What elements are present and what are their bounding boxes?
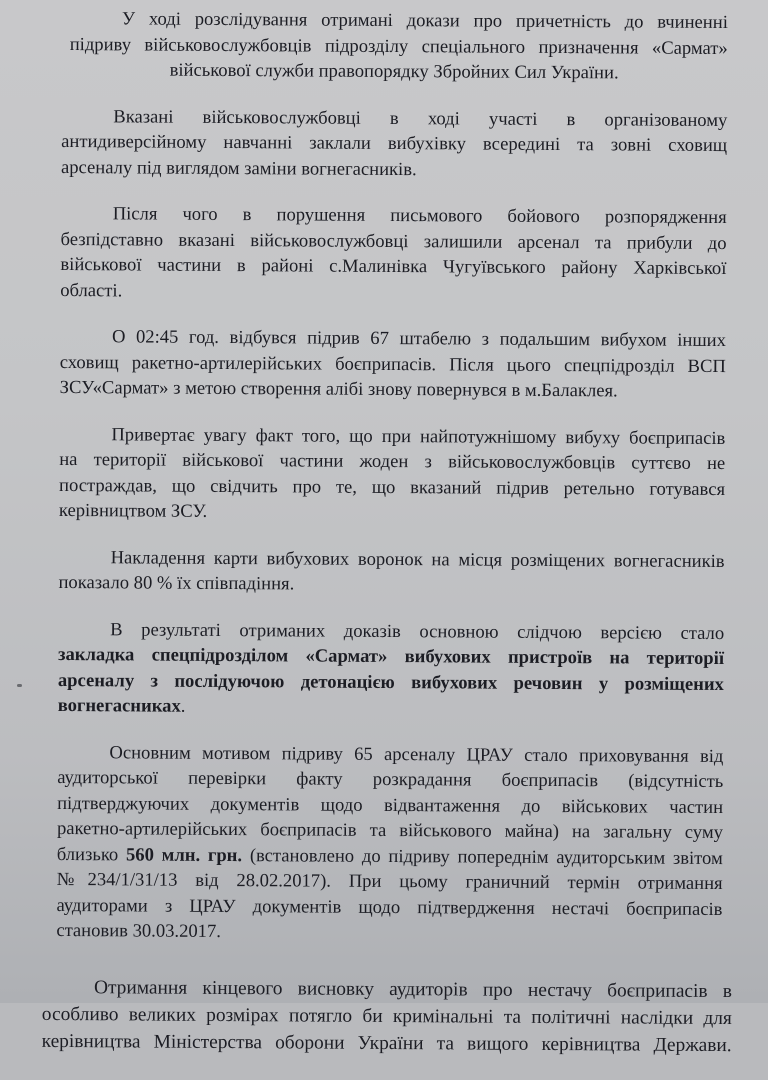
document-body [41, 6, 733, 1080]
punch-mark [17, 684, 22, 687]
text-line: О 02:45 год. відбувся підрив 67 штабелю з подальшим вибухом інших [111, 326, 727, 352]
text-line: антидиверсійному навчанні заклали вибухівку всередині та зовні сховищ [61, 130, 728, 157]
text-line: аудиторської перевірки факту розкрадання боєприпасів (відсутність [57, 766, 724, 793]
text-fragment: (встановлено до підриву попереднім аудиторським звітом [242, 844, 723, 869]
bold-text-line: закладка спецпідрозділом «Сармат» вибухових пристроїв на території [57, 643, 725, 670]
bold-amount: 560 млн. грн. [125, 843, 243, 866]
paragraph-8 [56, 739, 723, 947]
bold-text-line: арсеналу з послідуючою детонацією вибухових речовин у розміщених [57, 669, 724, 695]
text-line: підтверджуючих документів щодо відвантаження до військових частин [57, 792, 724, 818]
text-line: області. [60, 279, 123, 301]
text-line: Отримання кінцевого висновку аудиторів про нестачу боєприпасів в [93, 976, 733, 1002]
text-line: на території військової частини жоден з військовослужбовців суттєво не [59, 448, 726, 475]
text-line: аудиторами з ЦРАУ документів щодо підтвердження нестачі боєприпасів [56, 894, 723, 920]
paragraph-2 [61, 103, 727, 184]
paragraph-4 [60, 324, 726, 405]
paragraph-7 [58, 616, 725, 722]
text-line: показало 80 % їх співпадіння. [58, 571, 295, 595]
punctuation: . [180, 695, 186, 717]
text-line: постраждав, що свідчить про те, що вказаний підрив ретельно готувався [59, 474, 726, 500]
text-line: Основним мотивом підриву 65 арсеналу ЦРАУ стало приховування від [109, 741, 724, 767]
text-line: сховищ ракетно-артилерійських боєприпасів. Після цього спецпідрозділ ВСП [59, 351, 726, 377]
text-line: В результаті отриманих доказів основною слідчою версією стало [110, 618, 725, 644]
paragraph-3 [60, 201, 727, 307]
paragraph-6 [58, 544, 724, 599]
text-line: ракетно-артилерійських боєприпасів та військового майна) на загальну суму [56, 817, 724, 844]
paragraph-1 [70, 6, 728, 87]
text-line-mixed [58, 693, 724, 723]
text-line: особливо великих розмірах потягло би кримінальні та політичні наслідки для [41, 1003, 732, 1029]
paragraph-5 [59, 421, 726, 527]
text-line: Після чого в порушення письмового бойового розпорядження [112, 203, 727, 229]
text-line: підриву військовослужбовців підрозділу спеціального призначення «Сармат» [69, 33, 728, 59]
text-line: військової частини в районі с.Малинівка Чугуївського району Харківської [60, 253, 727, 280]
bold-text: вогнегасниках [57, 694, 181, 717]
text-line: Вказані військовослужбовці в ході участі в організованому [113, 105, 728, 131]
paragraph-9 [42, 973, 732, 1058]
text-line: безпідставно вказані військовослужбовці залишили арсенал та прибули до [60, 228, 727, 254]
text-line: військової служби правопорядку Збройних Сил України. [169, 59, 619, 84]
text-fragment: близько [56, 843, 127, 865]
text-line: Накладення карти вибухових воронок на місця розміщених вогнегасників [110, 546, 725, 572]
text-line: керівництва Міністерства оборони України та вищого керівництва Держави. [41, 1030, 732, 1056]
text-line: керівництвом ЗСУ. [58, 499, 208, 522]
text-line: Привертає увагу факт того, що при найпотужнішому вибуху боєприпасів [111, 423, 726, 449]
text-line: У ході розслідування отримані докази про причетність до вчиненні [121, 8, 728, 34]
text-line: ЗСУ«Сармат» з метою створення алібі знову повернувся в м.Балаклея. [59, 376, 618, 402]
text-line: №234/1/31/13 від 28.02.2017). При цьому граничний термін отримання [56, 868, 723, 895]
text-line: становив 30.03.2017. [56, 919, 222, 942]
text-line: арсеналу під виглядом заміни вогнегасників. [60, 156, 417, 180]
